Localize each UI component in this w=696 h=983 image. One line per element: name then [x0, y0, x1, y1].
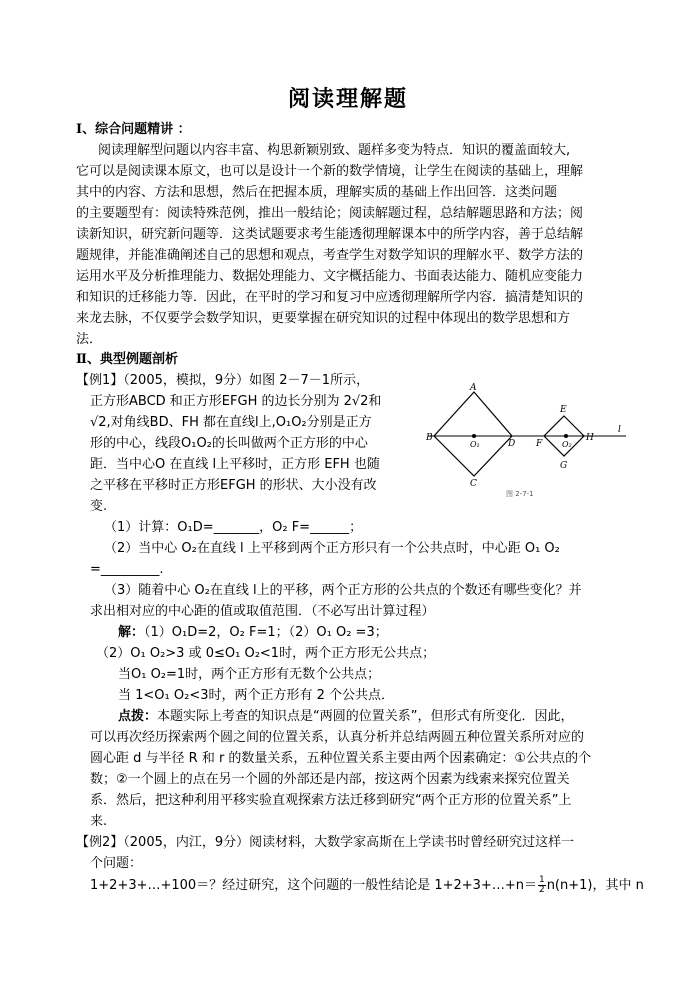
tip-line: 圆心距 d 与半径 R 和 r 的数量关系，五种位置关系主要由两个因素确定：①公共点的个 — [90, 751, 592, 766]
label-a: A — [470, 383, 477, 393]
label-h: H — [586, 433, 594, 443]
solution-line: （2）O₁ O₂>3 或 0≤O₁ O₂<1时，两个正方形无公共点； — [96, 646, 436, 661]
label-d: D — [508, 439, 516, 449]
section2-heading: Ⅱ、典型例题剖析 — [76, 352, 178, 367]
example2-line: 个问题： — [90, 856, 143, 871]
tip-line — [118, 707, 574, 727]
section1-line: 读新知识，研究新问题等．这类试题要求考生能透彻理解课本中的所学内容，善于总结解 — [76, 227, 584, 242]
center-o2 — [564, 434, 568, 438]
example1-line: 【例1】（2005，模拟，9分）如图 2－7－1所示， — [76, 373, 370, 388]
label-e: E — [560, 405, 567, 415]
solution-line — [118, 623, 388, 643]
tip-label: 点拨： — [118, 709, 158, 724]
section1-line: 它可以是阅读课本原文，也可以是设计一个新的数学情境，让学生在阅读的基础上，理解 — [76, 164, 584, 179]
section1-line: 运用水平及分析推理能力、数据处理能力、文字概括能力、书面表达能力、随机应变能力 — [76, 269, 584, 284]
tip-line: 系．然后，把这种利用平移实验直观探索方法迁移到研究“两个正方形的位置关系”上 — [90, 793, 572, 808]
label-g: G — [560, 461, 568, 471]
solution-label: 解： — [118, 625, 145, 640]
tip-line: 数；②一个圆上的点在另一个圆的外部还是内部，按这两个因素为线索来探究位置关 — [90, 772, 570, 787]
example1-line: 之平移在平移时正方形EFGH 的形状、大小没有改 — [90, 478, 377, 493]
example1-line: 形的中心，线段O₁O₂的长叫做两个正方形的中心 — [90, 436, 368, 451]
section1-line: 的主要题型有：阅读特殊范例，推出一般结论；阅读解题过程，总结解题思路和方法；阅 — [76, 206, 584, 221]
section1-line: 题规律，并能准确阐述自己的思想和观点，考查学生对数学知识的理解水平、数学方法的 — [76, 248, 584, 263]
label-l: l — [618, 425, 621, 435]
example2-line: 【例2】（2005，内江，9分）阅读材料，大数学家高斯在上学读书时曾经研究过这样一 — [76, 835, 575, 850]
example1-q2: （2）当中心 O₂在直线 l 上平移到两个正方形只有一个公共点时，中心距 O₁ O₂ — [104, 541, 560, 556]
example1-q3: （3）随着中心 O₂在直线 l上的平移，两个正方形的公共点的个数还有哪些变化？并 — [104, 583, 582, 598]
example1-q2-blank: =_________. — [90, 562, 164, 577]
example2-formula-end: n(n+1)，其中 n — [546, 878, 644, 893]
tip-text: 本题实际上考查的知识点是“两圆的位置关系”，但形式有所变化．因此， — [157, 709, 574, 724]
figure-caption: 图 2-7-1 — [506, 490, 534, 498]
example1-line: 正方形ABCD 和正方形EFGH 的边长分别为 2√2和 — [90, 394, 382, 409]
section1-line: 其中的内容、方法和思想，然后在把握本质，理解实质的基础上作出回答．这类问题 — [76, 185, 558, 200]
example1-line: √2,对角线BD、FH 都在直线l上,O₁O₂分别是正方 — [90, 415, 372, 430]
example2-line — [90, 876, 644, 896]
label-o1: O₁ — [470, 440, 480, 449]
section1-line: 来龙去脉，不仅要学会数学知识，更要掌握在研究知识的过程中体现出的数学思想和方 — [76, 311, 571, 326]
fraction — [538, 876, 546, 895]
tip-line: 来. — [90, 814, 108, 829]
example2-formula-start: 1+2+3+…+100＝？经过研究，这个问题的一般性结论是 1+2+3+…+n＝ — [90, 878, 537, 893]
example1-q1: （1）计算：O₁D=_______，O₂ F=______； — [104, 520, 363, 535]
fraction-numerator: 1 — [538, 875, 545, 885]
section1-line: 和知识的迁移能力等．因此，在平时的学习和复习中应透彻理解所学内容．搞清楚知识的 — [76, 290, 584, 305]
square-abcd — [434, 392, 512, 476]
solution-part1: （1）O₁D=2，O₂ F=1；（2）O₁ O₂ =3； — [144, 625, 388, 640]
label-o2: O₂ — [562, 440, 572, 449]
solution-line: 当O₁ O₂=1时，两个正方形有无数个公共点； — [118, 667, 381, 682]
tip-line: 可以再次经历探索两个圆之间的位置关系，认真分析并总结两圆五种位置关系所对应的 — [90, 730, 585, 745]
geometry-figure — [426, 380, 626, 500]
label-b: B — [426, 433, 433, 443]
example1-line: 变. — [90, 499, 108, 514]
example1-q3-cont: 求出相对应的中心距的值或取值范围．（不必写出计算过程） — [90, 604, 435, 619]
solution-line: 当 1<O₁ O₂<3时，两个正方形有 2 个公共点． — [118, 688, 395, 703]
section1-line: 阅读理解型问题以内容丰富、构思新颖别致、题样多变为特点．知识的覆盖面较大, — [98, 143, 571, 158]
label-c: C — [470, 479, 477, 489]
label-f: F — [536, 439, 543, 449]
center-o1 — [472, 434, 476, 438]
section1-line: 法． — [76, 332, 103, 347]
section1-heading: Ⅰ、综合问题精讲 ： — [76, 122, 191, 137]
fraction-denominator: 2 — [538, 885, 545, 895]
page-title: 阅读理解题 — [287, 86, 408, 112]
example1-line: 距．当中心O 在直线 l上平移时，正方形 EFH 也随 — [90, 457, 380, 472]
